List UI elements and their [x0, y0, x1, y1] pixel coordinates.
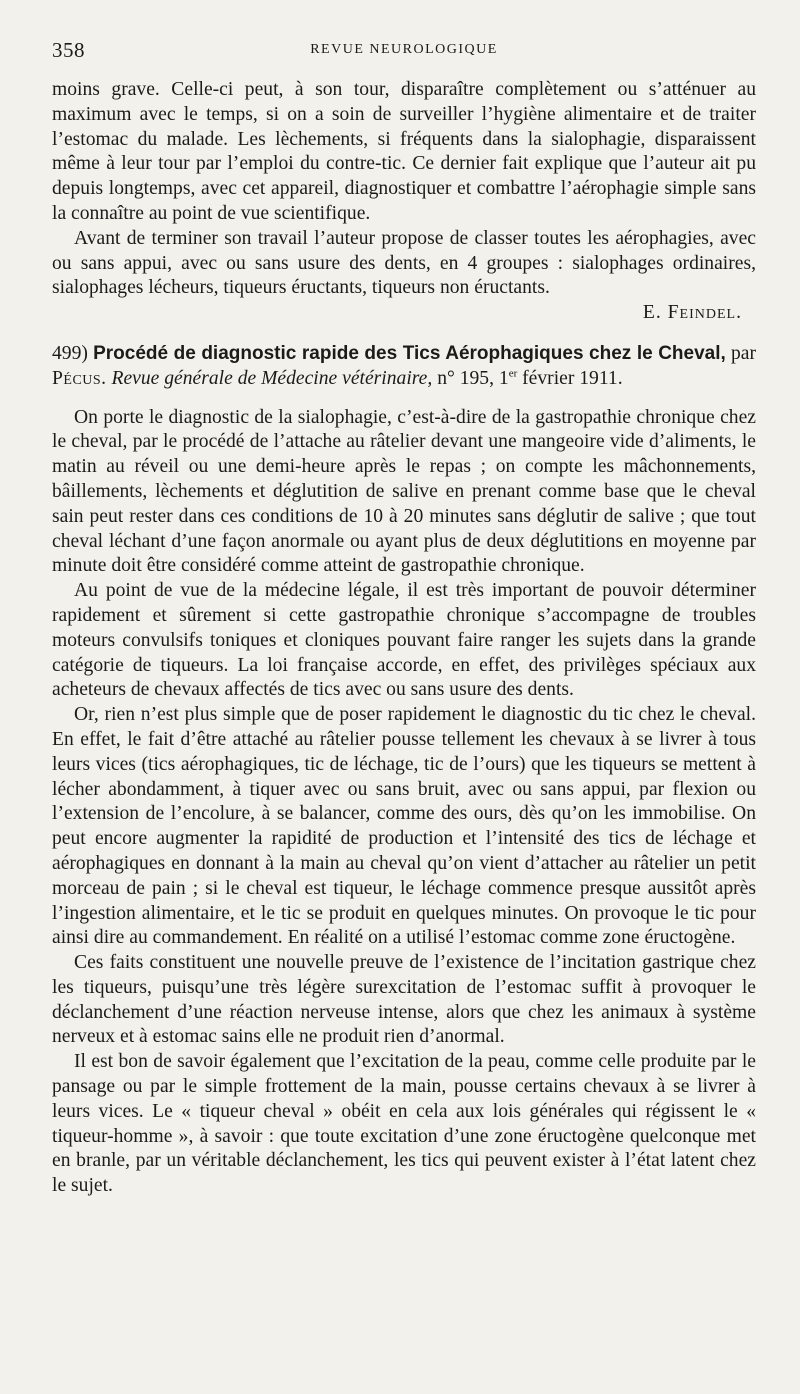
review-signature: E. Feindel.	[642, 302, 742, 324]
article-issue	[437, 368, 622, 389]
previous-article-paragraph: Avant de terminer son travail l’auteur propose de classer toutes les aérophagies, avec ou sans appui, avec ou sans usure des dents, en 4 groupes : sialophages ordinaires, sialophages lécheurs, tiqueurs éructants, tiqueurs non éructants.	[52, 227, 756, 299]
article-issue-date: février 1911.	[517, 367, 623, 389]
article-paragraph: On porte le diagnostic de la sialophagie, c’est-à-dire de la gastropathie chronique chez le cheval, par le procédé de l’attache au râtelier devant une mangeoire vide d’aliments, le matin au réveil ou une demi-heure après le repas ; on compte les mâchonnements, bâillements, lèchements et déglutition de salive en prenant comme base que le cheval sain peut rester dans ces conditions de 10 à 20 minutes sans déglutir de salive ; que tout cheval léchant d’une façon anormale ou ayant plus de deux déglutitions en moyenne par minute doit être considéré comme atteint de gastropathie chronique.	[52, 406, 756, 577]
previous-article-paragraph: moins grave. Celle-ci peut, à son tour, disparaître complètement ou s’atténuer au maximum avec le temps, si on a soin de surveiller l’hygiène alimentaire et de traiter l’estomac du malade. Les lèchements, si fréquents dans la sialophagie, disparaissent même à leur tour par l’emploi du contre-tic. Ce dernier fait explique que l’auteur ait pu depuis longtemps, avec cet appareil, diagnostiquer et combattre l’aérophagie simple sans la connaître au point de vue scientifique.	[52, 79, 756, 224]
article-heading	[52, 342, 756, 392]
body-text	[52, 78, 756, 1199]
article-number: 499)	[52, 342, 88, 364]
article-issue-number: n° 195, 1	[437, 367, 509, 389]
running-head: REVUE NEUROLOGIQUE	[310, 42, 498, 57]
article-journal: Revue générale de Médecine vétérinaire,	[111, 367, 433, 389]
document-page	[52, 34, 756, 1199]
page-number: 358	[52, 38, 85, 62]
article-paragraph: Il est bon de savoir également que l’excitation de la peau, comme celle produite par le pansage ou par le simple frottement de la main, pousse certains chevaux à se livrer à leurs vices. Le « tiqueur cheval » obéit en cela aux lois générales qui régissent le « tiqueur-homme », à savoir : que toute excitation d’une zone éructogène quelconque met en branle, par un véritable déclanchement, les tics qui peuvent exister à l’état latent chez le sujet.	[52, 1051, 756, 1197]
article-title: Procédé de diagnostic rapide des Tics Aérophagiques chez le Cheval,	[93, 342, 726, 364]
article-issue-superscript: er	[508, 367, 518, 380]
article-paragraph: Or, rien n’est plus simple que de poser rapidement le diagnostic du tic chez le cheval. En effet, le fait d’être attaché au râtelier pousse tellement les chevaux à se livrer à tous leurs vices (tics aérophagiques, tic de léchage, tic de l’ours) que les tiqueurs se mettent à lécher abondamment, à tiquer avec ou sans bruit, avec ou sans appui, par flexion ou l’extension de l’encolure, à se balancer, comme des ours, dès qu’on les immobilise. On peut encore augmenter la rapidité de production et l’intensité des tics de léchage et aérophagiques en donnant à la main au cheval qu’on vient d’attacher au râtelier un petit morceau de pain ; si le cheval est tiqueur, le léchage commence presque aussitôt après l’ingestion alimentaire, et le tic se produit en quelques minutes. On provoque le tic pour ainsi dire au commandement. En réalité on a utilisé l’estomac comme zone éructogène.	[52, 704, 756, 949]
article-by: par	[730, 342, 757, 364]
article-author: Pécus.	[52, 367, 107, 389]
article-paragraph: Au point de vue de la médecine légale, il est très important de pouvoir déterminer rapidement et sûrement si cette gastropathie chronique s’accompagne de troubles moteurs convulsifs toniques et cloniques pouvant faire ranger les sujets dans la grande catégorie de tiqueurs. La loi française accorde, en effet, des privilèges spéciaux aux acheteurs de chevaux affectés de tics avec ou sans usure des dents.	[52, 580, 756, 701]
article-paragraph: Ces faits constituent une nouvelle preuve de l’existence de l’incitation gastrique chez les tiqueurs, puisqu’une très légère surexcitation de l’estomac suffit à provoquer le déclanchement d’une réaction nerveuse intense, alors que chez les animaux à système nerveux et à estomac sains elle ne produit rien d’anormal.	[52, 952, 756, 1048]
page-header	[52, 34, 756, 66]
